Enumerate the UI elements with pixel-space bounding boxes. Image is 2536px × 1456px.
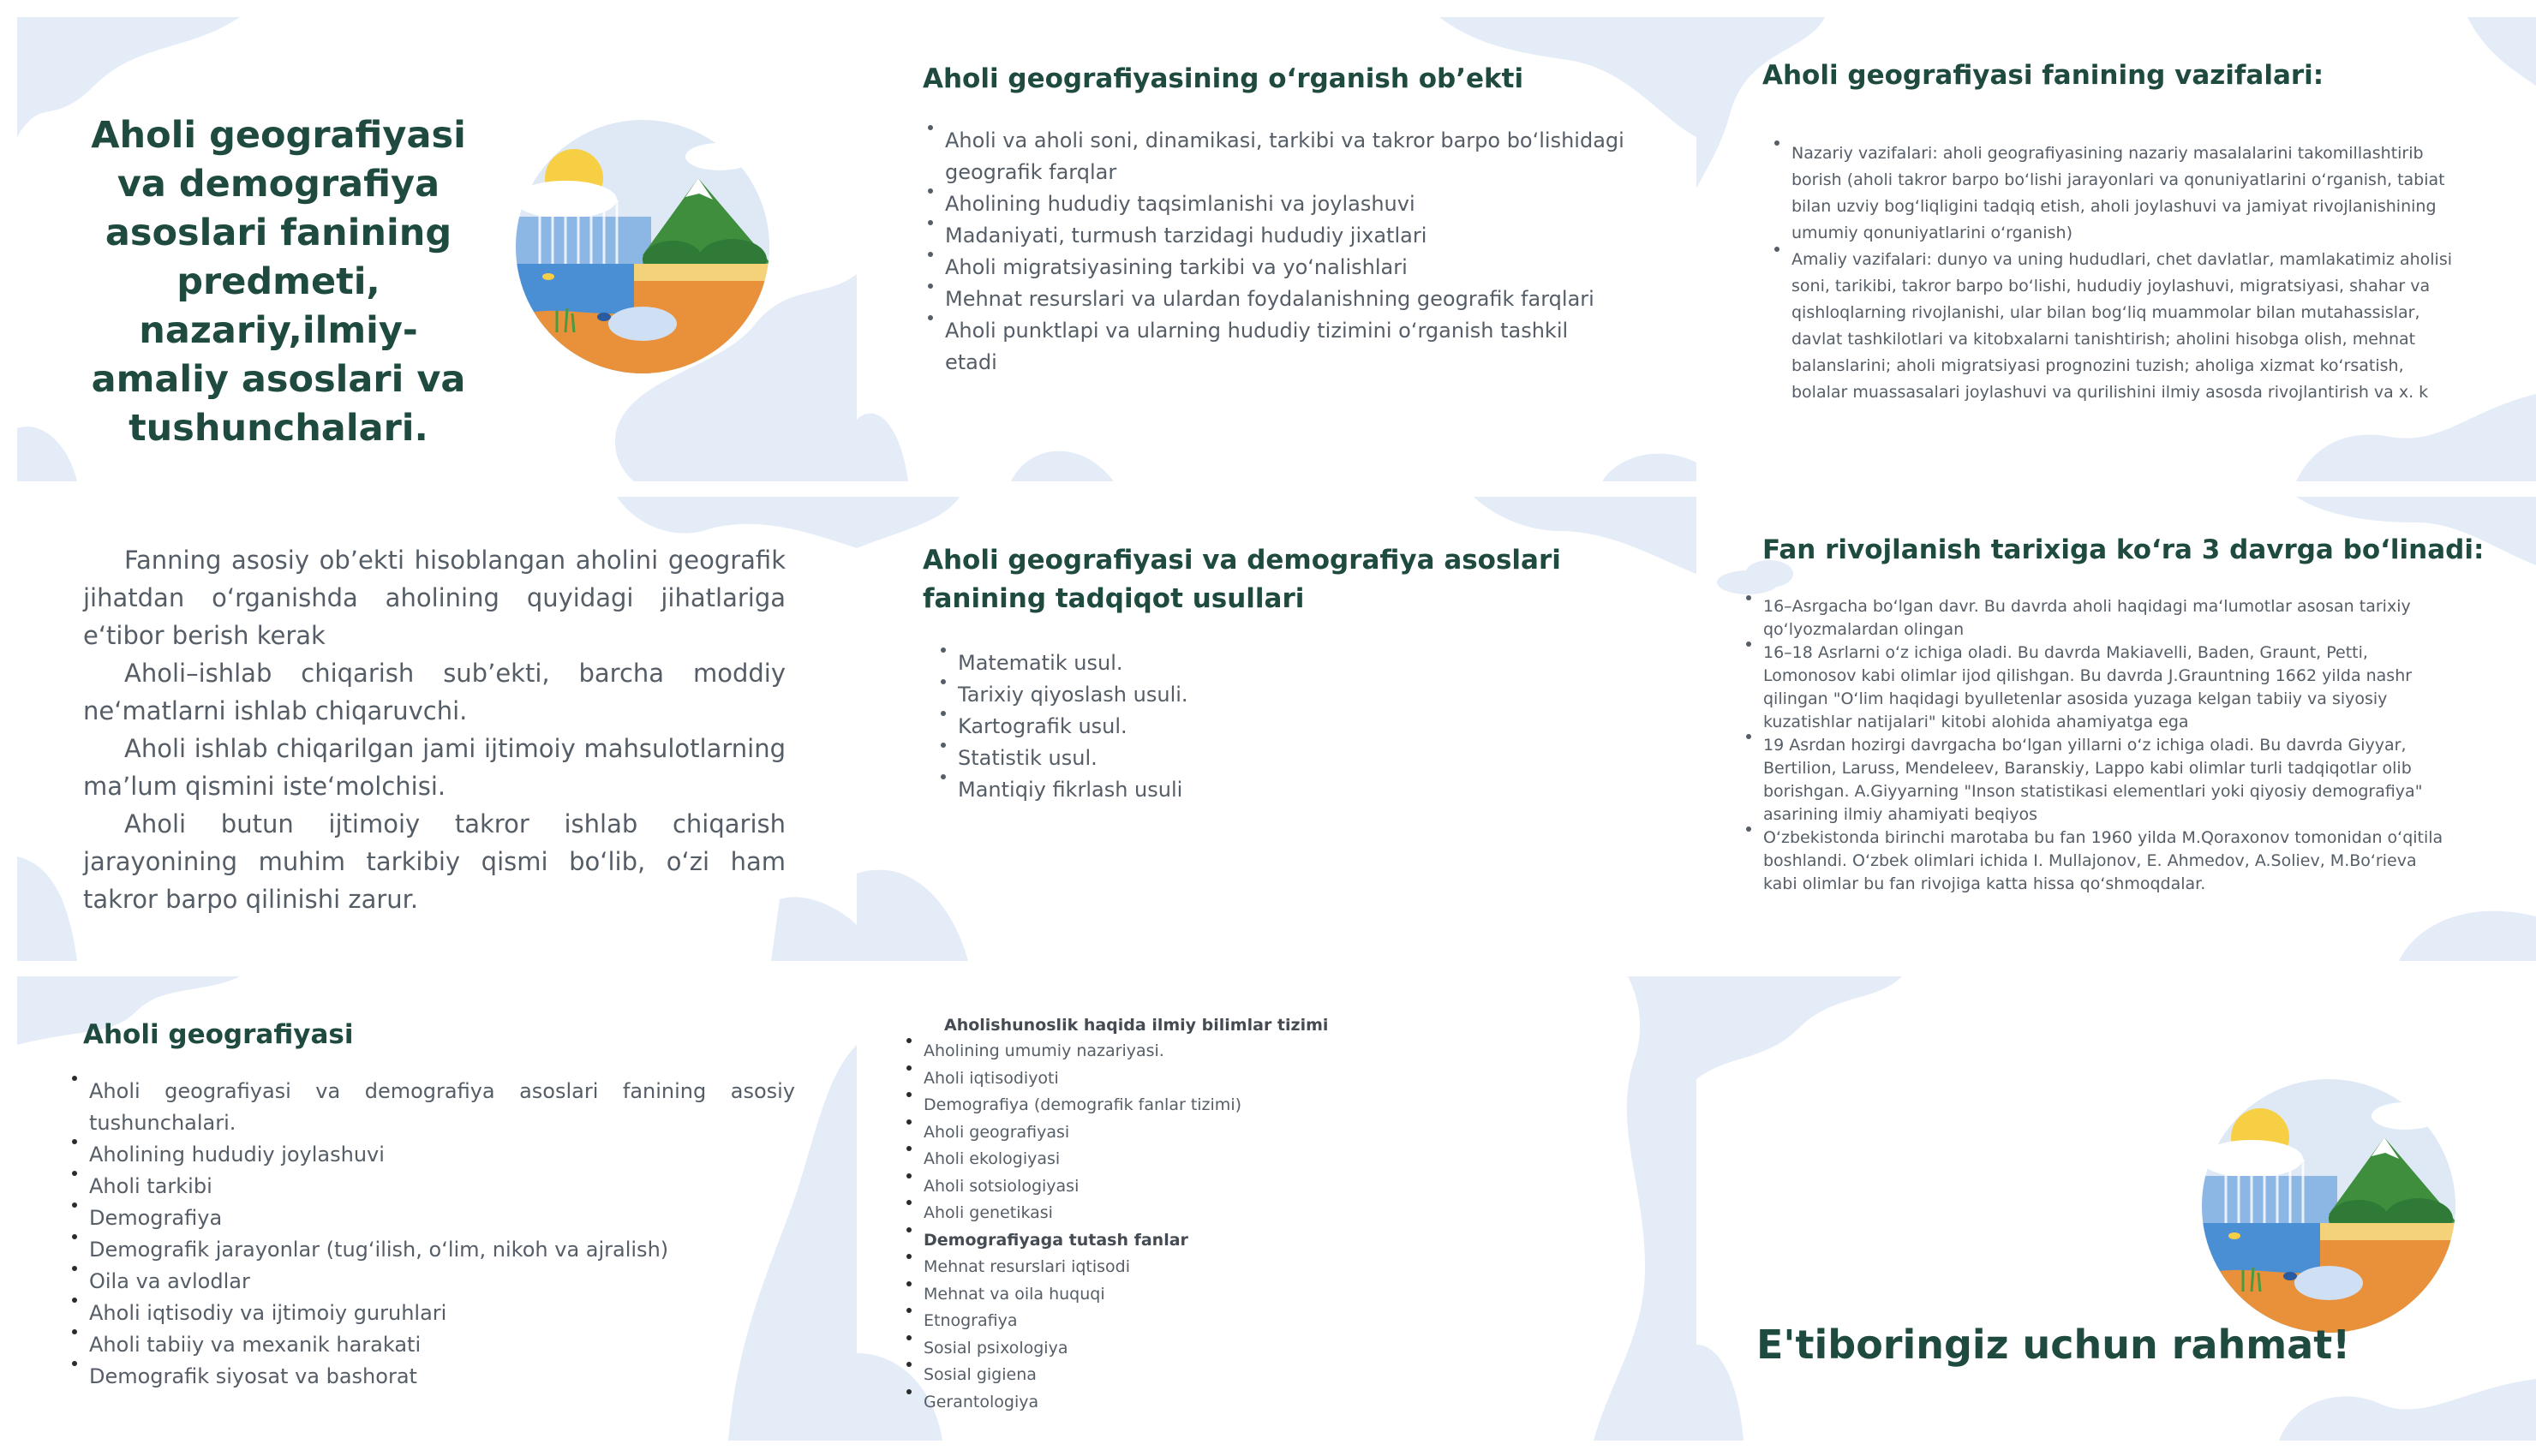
list-item: Aholi tarkibi xyxy=(67,1171,795,1202)
list-item: Aholining umumiy nazariyasi. xyxy=(901,1038,1501,1065)
list-item: Aholi geografiyasi va demografiya asoslari fanining asosiy tushunchalari. xyxy=(67,1076,795,1139)
list-item: 19 Asrdan hozirgi davrgacha bo‘lgan yillarni o‘z ichiga oladi. Bu davrda Giyyar, Bertilion, Laruss, Mendeleev, Baranskiy, Lappo kabi olimlar turli tadqiqotlar olib borishgan. A.Giyyarning "Inson statistikasi elementlari yoki qiyosiy demografiya" asarining ilmiy ahamiyati beqiyos xyxy=(1741,734,2452,826)
list-item: Sosial gigiena xyxy=(901,1362,1501,1389)
list-item: Aholi ekologiyasi xyxy=(901,1146,1501,1173)
list-item: Nazariy vazifalari: aholi geografiyasining nazariy masalalarini takomillashtirib borish (aholi takror barpo bo‘lishi jarayonlari va qonuniyatlarini o‘rganish, tabiat bilan uzviy bog‘liqligini tadqiq etish, aholi joylashuvi va jamiyat rivojlanishining umumiy qonuniyatlarini o‘rganish) xyxy=(1769,140,2455,247)
slide-title: Aholi geografiyasi xyxy=(83,1019,354,1050)
list-item: Kartografik usul. xyxy=(936,711,1535,743)
slide-title: Fan rivojlanish tarixiga ko‘ra 3 davrga bo‘linadi: xyxy=(1762,534,2485,565)
paragraph: Aholi ishlab chiqarilgan jami ijtimoiy mahsulotlarning ma’lum qismini iste‘molchisi. xyxy=(83,734,786,801)
list-item: Madaniyati, turmush tarzidagi hududiy jixatlari xyxy=(923,220,1625,252)
text-block xyxy=(83,541,786,918)
list-item: Gerantologiya xyxy=(901,1389,1501,1417)
list-item: Aholi genetikasi xyxy=(901,1200,1501,1227)
slide-2 xyxy=(857,17,1696,481)
water-cycle-icon xyxy=(514,118,771,375)
list-item: Mehnat resurslari va ulardan foydalanishning geografik farqlari xyxy=(923,283,1625,315)
list-item: Aholi punktlapi va ularning hududiy tizimini o‘rganish tashkil etadi xyxy=(923,315,1625,379)
list-item: Matematik usul. xyxy=(936,647,1535,679)
list-item: Oila va avlodlar xyxy=(67,1266,795,1298)
list-item: Demografik jarayonlar (tug‘ilish, o‘lim, nikoh va ajralish) xyxy=(67,1234,795,1266)
bullet-list xyxy=(1769,140,2455,406)
slide-title: Aholi geografiyasi fanining vazifalari: xyxy=(1762,60,2324,91)
paragraph: Aholi–ishlab chiqarish sub’ekti, barcha moddiy ne‘matlarni ishlab chiqaruvchi. xyxy=(83,659,786,725)
slide-3 xyxy=(1696,17,2536,481)
list-item: Aholining hududiy joylashuvi xyxy=(67,1139,795,1171)
list-item: Tarixiy qiyoslash usuli. xyxy=(936,679,1535,711)
list-item: Amaliy vazifalari: dunyo va uning hududlari, chet davlatlar, mamlakatimiz aholisi soni, tarikibi, takror barpo bo‘lishi, hududiy joylashuvi, migratsiyasi, shahar va qishloqlarning rivojlanishi, ular bilan bog‘liq muammolar bilan mutahassislar, davlat tashkilotlari va kitobxalarni tanishtirish; aholini hisobga olish, mehnat balanslarini; aholi migratsiyasi prognozini tuzish; aholiga xizmat ko‘rsatish, bolalar muassasalari joylashuvi va qurilishini ilmiy asosda rivojlantirish va x. k xyxy=(1769,247,2455,406)
list-item: Demografik siyosat va bashorat xyxy=(67,1361,795,1393)
slide-8 xyxy=(857,976,1696,1441)
slide-title: Aholi geografiyasi va demografiya asoslari fanining tadqiqot usullari xyxy=(923,545,1561,614)
list-item: Mehnat va oila huquqi xyxy=(901,1281,1501,1309)
list-item: Demografiya xyxy=(67,1202,795,1234)
list-item: Statistik usul. xyxy=(936,743,1535,774)
list-item: Aholi va aholi soni, dinamikasi, tarkibi va takror barpo bo‘lishidagi geografik farqlar xyxy=(923,125,1625,188)
section-heading: Aholishunoslik haqida ilmiy bilimlar tizimi xyxy=(944,1016,1329,1035)
list-item: Aholi iqtisodiy va ijtimoiy guruhlari xyxy=(67,1298,795,1329)
slide-5 xyxy=(857,497,1696,961)
list-item: Demografiya (demografik fanlar tizimi) xyxy=(901,1092,1501,1119)
list-item: Aholi geografiyasi xyxy=(901,1119,1501,1147)
list-item: Aholining hududiy taqsimlanishi va joylashuvi xyxy=(923,188,1625,220)
list-item: Mehnat resurslari iqtisodi xyxy=(901,1254,1501,1281)
slide-1 xyxy=(17,17,857,481)
slide-title: Aholi geografiyasining o‘rganish ob’ekti xyxy=(923,63,1524,94)
list-item: O‘zbekistonda birinchi marotaba bu fan 1960 yilda M.Qoraxonov tomonidan o‘qitila boshlandi. O‘zbek olimlari ichida I. Mullajonov, E. Ahmedov, A.Soliev, M.Bo‘rieva kabi olimlar bu fan rivojiga katta hissa qo‘shmoqdalar. xyxy=(1741,826,2452,896)
paragraph: Fanning asosiy ob’ekti hisoblangan aholini geografik jihatdan o‘rganishda aholining quyidagi jihatlariga e‘tibor berish kerak xyxy=(83,546,786,650)
slide-4 xyxy=(17,497,857,961)
bullet-list xyxy=(936,647,1535,806)
water-cycle-icon xyxy=(2200,1077,2457,1334)
bullet-list xyxy=(1741,595,2452,896)
list-item: Sosial psixologiya xyxy=(901,1335,1501,1363)
list-item: 16–Asrgacha bo‘lgan davr. Bu davrda aholi haqidagi ma‘lumotlar asosan tarixiy qo‘lyozmalardan olingan xyxy=(1741,595,2452,641)
list-item: Aholi iqtisodiyoti xyxy=(901,1065,1501,1093)
slide-6 xyxy=(1696,497,2536,961)
slide-7 xyxy=(17,976,857,1441)
list-item: Aholi sotsiologiyasi xyxy=(901,1173,1501,1201)
list-item: 16–18 Asrlarni o‘z ichiga oladi. Bu davrda Makiavelli, Baden, Graunt, Petti, Lomonosov kabi olimlar ijod qilishgan. Bu davrda J.Grauntning 1662 yilda nashr qilingan "O‘lim haqidagi byulletenlar asosida yuzaga kelgan tabiiy va siyosiy kuzatishlar natijalari" kitobi alohida ahamiyatga ega xyxy=(1741,641,2452,734)
list-item: Demografiyaga tutash fanlar xyxy=(901,1227,1501,1255)
slide-title: Aholi geografiyasi va demografiya asoslari fanining predmeti, nazariy,ilmiy-amaliy asoslari va tushunchalari. xyxy=(91,114,466,450)
slide-9 xyxy=(1696,976,2536,1441)
list-item: Aholi tabiiy va mexanik harakati xyxy=(67,1329,795,1361)
list-item: Mantiqiy fikrlash usuli xyxy=(936,774,1535,806)
list-item: Aholi migratsiyasining tarkibi va yo‘nalishlari xyxy=(923,252,1625,283)
paragraph: Aholi butun ijtimoiy takror ishlab chiqarish jarayonining muhim tarkibiy qismi bo‘lib, o‘zi ham takror barpo qilinishi zarur. xyxy=(83,809,786,914)
list-item: Etnografiya xyxy=(901,1308,1501,1335)
bullet-list xyxy=(67,1076,795,1393)
bullet-list xyxy=(901,1038,1501,1416)
bullet-list xyxy=(923,125,1625,379)
slide-title: E'tiboringiz uchun rahmat! xyxy=(1756,1322,2351,1368)
